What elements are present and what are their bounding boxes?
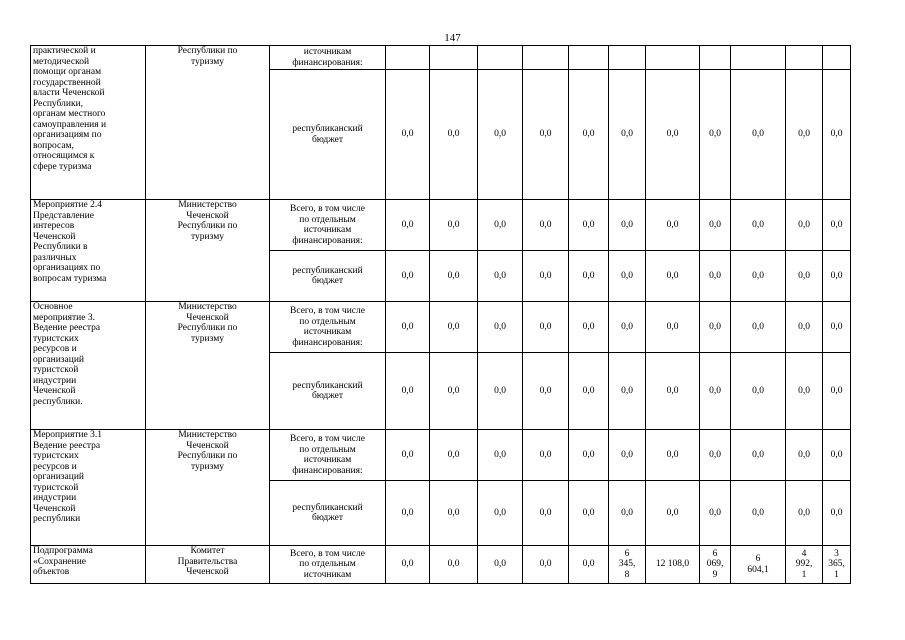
amount-cell: [430, 46, 478, 70]
amount-cell: 0,0: [786, 251, 823, 302]
amount-cell: 0,0: [823, 353, 851, 430]
amount-cell: 0,0: [700, 200, 731, 251]
amount-cell: 0,0: [430, 302, 478, 353]
amount-cell: 0,0: [609, 302, 646, 353]
amount-cell: 0,0: [386, 302, 430, 353]
amount-cell: 3 365, 1: [823, 546, 851, 584]
amount-cell: 0,0: [478, 251, 523, 302]
amount-cell: 0,0: [569, 481, 609, 546]
activity-name-cell: практической и методической помощи органам государственной власти Чеченской Республики, органам местного самоуправления и организациям по вопросам, относящимся к сфере туризма: [31, 46, 146, 200]
budget-table: [30, 45, 851, 584]
amount-cell: 0,0: [478, 481, 523, 546]
amount-cell: 0,0: [646, 430, 700, 481]
amount-cell: [646, 46, 700, 70]
amount-cell: 0,0: [569, 430, 609, 481]
funding-source-cell: Всего, в том числе по отдельным источникам: [270, 546, 386, 584]
amount-cell: 0,0: [609, 70, 646, 200]
amount-cell: [609, 46, 646, 70]
amount-cell: 0,0: [823, 70, 851, 200]
amount-cell: 0,0: [430, 200, 478, 251]
funding-source-cell: республиканский бюджет: [270, 70, 386, 200]
table-row: [31, 430, 851, 481]
amount-cell: 0,0: [386, 546, 430, 584]
amount-cell: 0,0: [731, 353, 786, 430]
amount-cell: 0,0: [786, 200, 823, 251]
amount-cell: 0,0: [700, 353, 731, 430]
amount-cell: [731, 46, 786, 70]
amount-cell: 0,0: [478, 353, 523, 430]
amount-cell: [569, 46, 609, 70]
funding-source-cell: Всего, в том числе по отдельным источникам финансирования:: [270, 430, 386, 481]
amount-cell: [386, 46, 430, 70]
funding-source-cell: источникам финансирования:: [270, 46, 386, 70]
table-row: [31, 546, 851, 584]
amount-cell: 0,0: [731, 302, 786, 353]
amount-cell: 0,0: [523, 200, 569, 251]
amount-cell: 0,0: [731, 200, 786, 251]
responsible-cell: Комитет Правительства Чеченской: [146, 546, 270, 584]
amount-cell: [523, 46, 569, 70]
amount-cell: 0,0: [523, 481, 569, 546]
amount-cell: [786, 46, 823, 70]
amount-cell: 0,0: [609, 353, 646, 430]
amount-cell: 0,0: [478, 70, 523, 200]
amount-cell: 0,0: [569, 70, 609, 200]
amount-cell: 0,0: [386, 200, 430, 251]
amount-cell: 0,0: [569, 251, 609, 302]
funding-source-cell: республиканский бюджет: [270, 481, 386, 546]
activity-name-cell: Подпрограмма «Сохранение объектов: [31, 546, 146, 584]
amount-cell: 0,0: [523, 353, 569, 430]
activity-name-cell: Мероприятие 3.1 Ведение реестра туристских ресурсов и организаций туристской индустрии Чеченской республики: [31, 430, 146, 546]
amount-cell: 0,0: [430, 70, 478, 200]
amount-cell: 0,0: [386, 70, 430, 200]
amount-cell: 0,0: [731, 430, 786, 481]
amount-cell: 0,0: [823, 200, 851, 251]
amount-cell: 12 108,0: [646, 546, 700, 584]
table-row: [31, 302, 851, 353]
amount-cell: 0,0: [823, 430, 851, 481]
amount-cell: 0,0: [523, 302, 569, 353]
amount-cell: 0,0: [430, 546, 478, 584]
amount-cell: 0,0: [523, 251, 569, 302]
amount-cell: 0,0: [823, 481, 851, 546]
responsible-cell: Министерство Чеченской Республики по туризму: [146, 302, 270, 430]
amount-cell: 0,0: [786, 302, 823, 353]
amount-cell: 0,0: [478, 546, 523, 584]
activity-name-cell: Мероприятие 2.4 Представление интересов Чеченской Республики в различных организациях по вопросам туризма: [31, 200, 146, 302]
amount-cell: 0,0: [569, 546, 609, 584]
amount-cell: [478, 46, 523, 70]
amount-cell: 0,0: [646, 302, 700, 353]
page-number: 147: [444, 32, 461, 44]
amount-cell: 0,0: [700, 70, 731, 200]
amount-cell: 0,0: [386, 481, 430, 546]
responsible-cell: Республики по туризму: [146, 46, 270, 200]
funding-source-cell: Всего, в том числе по отдельным источникам финансирования:: [270, 302, 386, 353]
amount-cell: 0,0: [700, 251, 731, 302]
amount-cell: 0,0: [700, 430, 731, 481]
amount-cell: 0,0: [786, 70, 823, 200]
amount-cell: 0,0: [609, 481, 646, 546]
amount-cell: 0,0: [569, 302, 609, 353]
amount-cell: 0,0: [823, 251, 851, 302]
amount-cell: 0,0: [523, 546, 569, 584]
amount-cell: 0,0: [430, 353, 478, 430]
amount-cell: 0,0: [523, 70, 569, 200]
amount-cell: 0,0: [569, 200, 609, 251]
amount-cell: 0,0: [569, 353, 609, 430]
amount-cell: 0,0: [609, 200, 646, 251]
responsible-cell: Министерство Чеченской Республики по туризму: [146, 200, 270, 302]
amount-cell: 0,0: [386, 251, 430, 302]
amount-cell: [700, 46, 731, 70]
funding-source-cell: Всего, в том числе по отдельным источникам финансирования:: [270, 200, 386, 251]
amount-cell: 0,0: [731, 251, 786, 302]
amount-cell: 0,0: [646, 251, 700, 302]
table-row: [31, 46, 851, 70]
amount-cell: 6 069, 9: [700, 546, 731, 584]
amount-cell: 0,0: [609, 430, 646, 481]
amount-cell: 0,0: [731, 481, 786, 546]
amount-cell: 0,0: [786, 353, 823, 430]
responsible-cell: Министерство Чеченской Республики по туризму: [146, 430, 270, 546]
table-row: [31, 200, 851, 251]
amount-cell: 0,0: [786, 430, 823, 481]
amount-cell: 0,0: [430, 430, 478, 481]
amount-cell: 0,0: [646, 200, 700, 251]
amount-cell: 0,0: [731, 70, 786, 200]
activity-name-cell: Основное мероприятие 3. Ведение реестра туристских ресурсов и организаций туристской индустрии Чеченской республики.: [31, 302, 146, 430]
amount-cell: 6 345, 8: [609, 546, 646, 584]
amount-cell: 0,0: [646, 70, 700, 200]
amount-cell: 0,0: [823, 302, 851, 353]
amount-cell: 4 992, 1: [786, 546, 823, 584]
amount-cell: 0,0: [478, 200, 523, 251]
amount-cell: 0,0: [478, 430, 523, 481]
amount-cell: 0,0: [430, 481, 478, 546]
funding-source-cell: республиканский бюджет: [270, 353, 386, 430]
amount-cell: 0,0: [609, 251, 646, 302]
amount-cell: 0,0: [700, 302, 731, 353]
amount-cell: [823, 46, 851, 70]
amount-cell: 0,0: [386, 353, 430, 430]
amount-cell: 0,0: [786, 481, 823, 546]
amount-cell: 0,0: [646, 353, 700, 430]
funding-source-cell: республиканский бюджет: [270, 251, 386, 302]
amount-cell: 6 604,1: [731, 546, 786, 584]
amount-cell: 0,0: [430, 251, 478, 302]
amount-cell: 0,0: [700, 481, 731, 546]
amount-cell: 0,0: [478, 302, 523, 353]
amount-cell: 0,0: [646, 481, 700, 546]
amount-cell: 0,0: [523, 430, 569, 481]
amount-cell: 0,0: [386, 430, 430, 481]
